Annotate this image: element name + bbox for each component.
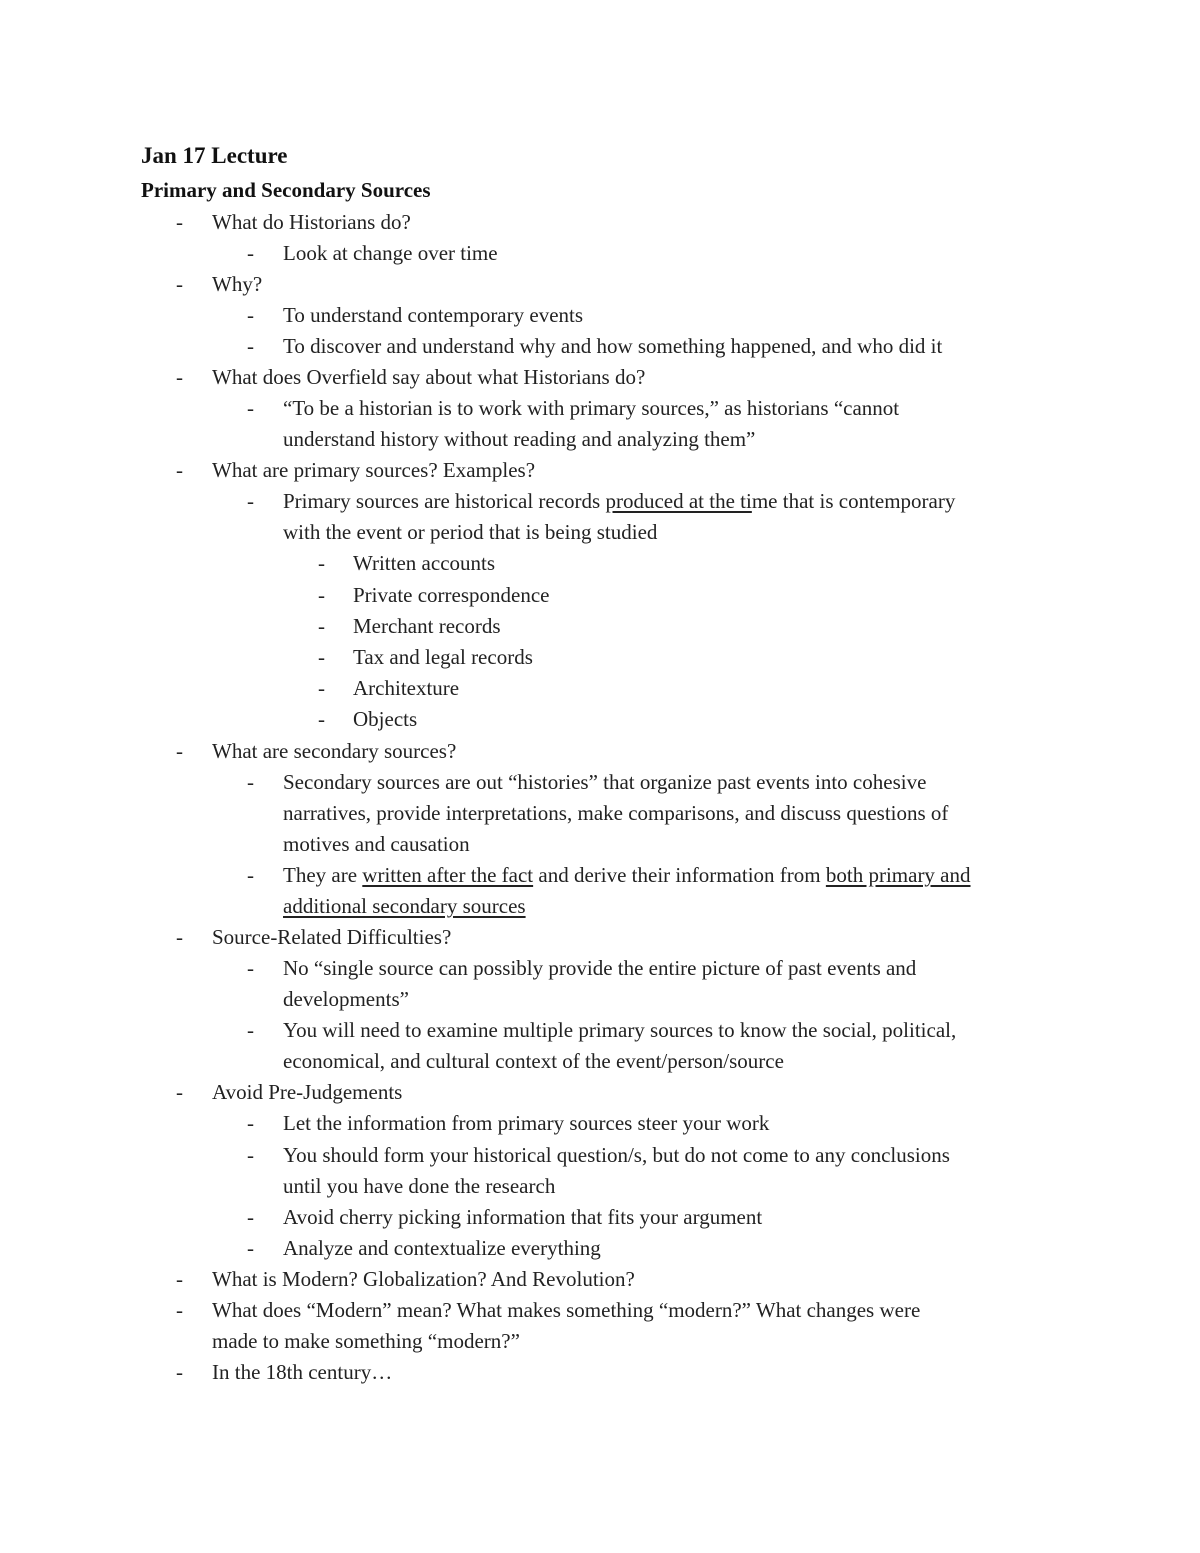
bullet-text [283,486,955,517]
bullet-dash: - [176,1360,183,1384]
section-heading: Primary and Secondary Sources [141,178,431,202]
bullet-dash: - [247,1236,254,1260]
bullet-text: Look at change over time [283,241,498,265]
bullet-text: understand history without reading and analyzing them” [283,427,756,451]
bullet-text: Analyze and contextualize everything [283,1236,601,1260]
page-title: Jan 17 Lecture [141,143,288,168]
text-segment: Primary sources are historical records [283,489,606,513]
bullet-text: No “single source can possibly provide the entire picture of past events and [283,956,917,980]
bullet-dash: - [176,458,183,482]
bullet-dash: - [318,614,325,638]
bullet-dash: - [247,241,254,265]
underlined-text: written after the fact [362,863,534,887]
bullet-text: Written accounts [353,551,496,575]
bullet-text: Architexture [353,676,460,700]
bullet-dash: - [176,925,183,949]
bullet-text: What are primary sources? Examples? [212,458,536,482]
bullet-text: To discover and understand why and how something happened, and who did it [283,334,943,358]
bullet-text: What is Modern? Globalization? And Revolution? [212,1267,635,1291]
bullet-text: Avoid Pre-Judgements [212,1080,403,1104]
bullet-text: until you have done the research [283,1174,556,1198]
underlined-text: produced at the ti [605,489,752,513]
bullet-text: motives and causation [283,832,470,856]
bullet-dash: - [176,1298,183,1322]
bullet-dash: - [318,645,325,669]
bullet-dash: - [247,303,254,327]
bullet-text: Source-Related Difficulties? [212,925,452,949]
bullet-dash: - [176,739,183,763]
bullet-dash: - [318,583,325,607]
underlined-text: additional secondary sources [283,894,526,918]
bullet-dash: - [247,1018,254,1042]
bullet-text: In the 18th century… [212,1360,393,1384]
bullet-text: “To be a historian is to work with primary sources,” as historians “cannot [283,396,900,420]
bullet-text: Objects [353,707,418,731]
bullet-text: Merchant records [353,614,501,638]
bullet-text: narratives, provide interpretations, make comparisons, and discuss questions of [283,801,949,825]
bullet-dash: - [176,210,183,234]
bullet-dash: - [247,489,254,513]
bullet-text: Why? [212,272,263,296]
bullet-dash: - [318,707,325,731]
bullet-text: Tax and legal records [353,645,533,669]
bullet-text: made to make something “modern?” [212,1329,520,1353]
bullet-text [283,860,971,891]
bullet-text: Let the information from primary sources steer your work [283,1111,770,1135]
bullet-dash: - [247,863,254,887]
bullet-text: Avoid cherry picking information that fits your argument [283,1205,763,1229]
bullet-text: with the event or period that is being studied [283,520,658,544]
bullet-text: Secondary sources are out “histories” that organize past events into cohesive [283,770,927,794]
bullet-text: You will need to examine multiple primary sources to know the social, political, [283,1018,957,1042]
bullet-dash: - [247,1143,254,1167]
bullet-dash: - [176,365,183,389]
bullet-text: What are secondary sources? [212,739,457,763]
bullet-dash: - [176,1267,183,1291]
bullet-text: What do Historians do? [212,210,411,234]
bullet-text: What does Overfield say about what Historians do? [212,365,646,389]
bullet-dash: - [247,770,254,794]
bullet-dash: - [247,334,254,358]
bullet-dash: - [318,676,325,700]
text-segment: They are [283,863,363,887]
text-segment: me that is contemporary [751,489,956,513]
bullet-dash: - [247,956,254,980]
bullet-dash: - [176,272,183,296]
bullet-text: What does “Modern” mean? What makes something “modern?” What changes were [212,1298,921,1322]
underlined-text: both primary and [825,863,971,887]
text-segment: and derive their information from [533,863,826,887]
bullet-text: To understand contemporary events [283,303,584,327]
bullet-dash: - [247,1111,254,1135]
bullet-dash: - [318,551,325,575]
bullet-dash: - [247,1205,254,1229]
bullet-text: Private correspondence [353,583,550,607]
bullet-dash: - [247,396,254,420]
bullet-text: economical, and cultural context of the event/person/source [283,1049,784,1073]
bullet-text: You should form your historical question/s, but do not come to any conclusions [283,1143,950,1167]
bullet-text: developments” [283,987,409,1011]
bullet-dash: - [176,1080,183,1104]
